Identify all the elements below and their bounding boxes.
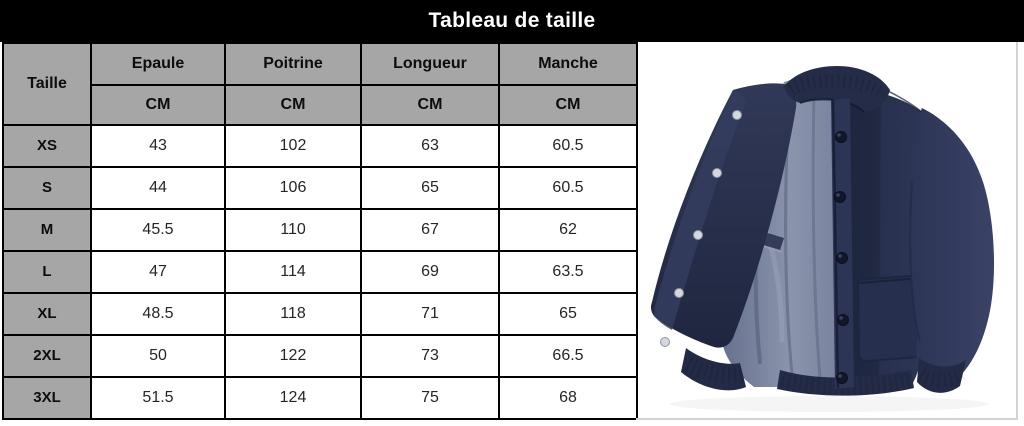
measure-value: 106 [225, 167, 361, 209]
measure-value: 65 [361, 167, 499, 209]
measure-value: 124 [225, 377, 361, 419]
column-header-length: Longueur [361, 43, 499, 85]
table-row [3, 125, 637, 167]
measure-value: 68 [499, 377, 637, 419]
column-header-sleeve: Manche [499, 43, 637, 85]
table-row [3, 335, 637, 377]
table-row [3, 251, 637, 293]
navy-jacket-image [634, 42, 1024, 426]
size-label: XL [3, 293, 91, 335]
table-row [3, 377, 637, 419]
title-bar [0, 0, 1024, 42]
table-row [3, 209, 637, 251]
size-label: S [3, 167, 91, 209]
measure-value: 118 [225, 293, 361, 335]
measure-value: 114 [225, 251, 361, 293]
measure-value: 66.5 [499, 335, 637, 377]
measure-value: 62 [499, 209, 637, 251]
size-label: L [3, 251, 91, 293]
measure-value: 60.5 [499, 125, 637, 167]
column-header-shoulder: Epaule [91, 43, 225, 85]
table-row [3, 167, 637, 209]
measure-value: 75 [361, 377, 499, 419]
measure-value: 48.5 [91, 293, 225, 335]
page-title: Tableau de taille [428, 9, 596, 32]
measure-value: 45.5 [91, 209, 225, 251]
unit-cell: CM [225, 85, 361, 125]
measure-value: 44 [91, 167, 225, 209]
measure-value: 63.5 [499, 251, 637, 293]
measure-value: 71 [361, 293, 499, 335]
measure-value: 65 [499, 293, 637, 335]
column-header-size: Taille [3, 43, 91, 125]
measure-value: 51.5 [91, 377, 225, 419]
jacket-right-sleeve [907, 108, 994, 393]
size-table [2, 42, 638, 420]
product-photo [634, 42, 1024, 426]
measure-value: 67 [361, 209, 499, 251]
unit-cell: CM [91, 85, 225, 125]
measure-value: 102 [225, 125, 361, 167]
unit-cell: CM [361, 85, 499, 125]
measure-value: 122 [225, 335, 361, 377]
size-label: 3XL [3, 377, 91, 419]
measure-value: 60.5 [499, 167, 637, 209]
measure-value: 63 [361, 125, 499, 167]
measure-value: 43 [91, 125, 225, 167]
size-label: XS [3, 125, 91, 167]
jacket-placket [831, 98, 854, 389]
measure-value: 110 [225, 209, 361, 251]
measure-value: 73 [361, 335, 499, 377]
column-header-chest: Poitrine [225, 43, 361, 85]
size-label: M [3, 209, 91, 251]
measure-value: 47 [91, 251, 225, 293]
measure-value: 50 [91, 335, 225, 377]
unit-cell: CM [499, 85, 637, 125]
measure-value: 69 [361, 251, 499, 293]
size-label: 2XL [3, 335, 91, 377]
table-row [3, 293, 637, 335]
